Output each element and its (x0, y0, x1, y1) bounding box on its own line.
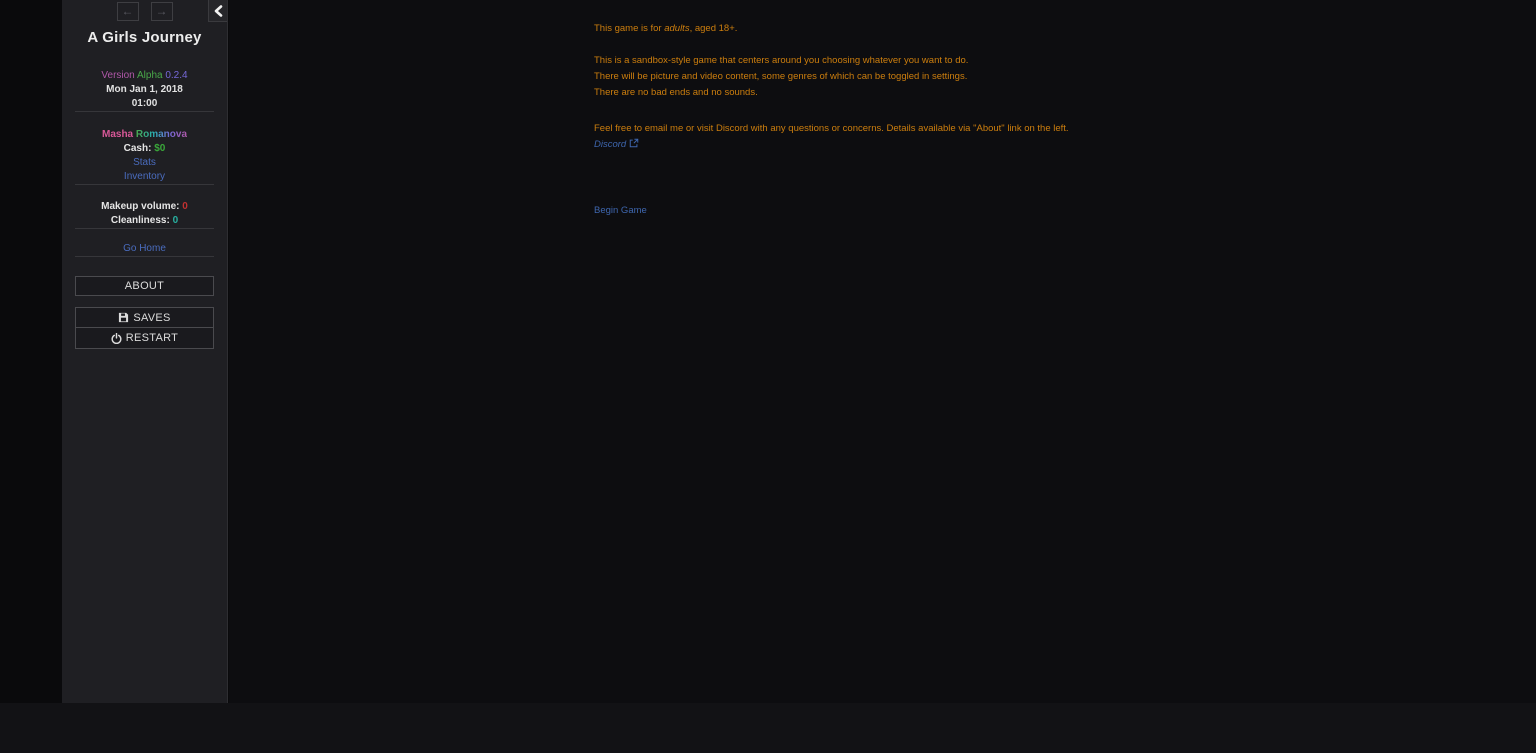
restart-button[interactable] (76, 328, 213, 348)
version-label: Version (101, 70, 135, 81)
intro-suffix: , aged 18+. (689, 23, 738, 34)
about-button[interactable] (75, 276, 214, 296)
saves-button-label: SAVES (133, 311, 171, 324)
begin-game-link[interactable]: Begin Game (594, 205, 647, 216)
makeup-meter (75, 200, 214, 214)
cleanliness-label: Cleanliness: (110, 215, 170, 226)
divider (75, 228, 214, 229)
saves-button[interactable] (76, 308, 213, 328)
inventory-link[interactable]: Inventory (123, 171, 166, 182)
intro-emphasis: adults (664, 23, 690, 34)
history-forward-button[interactable] (151, 2, 173, 21)
power-icon (111, 333, 122, 344)
game-date: Mon Jan 1, 2018 (106, 84, 183, 95)
divider (75, 111, 214, 112)
contact-line: Feel free to email me or visit Discord with any questions or concerns. Details available via "About" link on the left. (594, 123, 1069, 134)
description-line: There are no bad ends and no sounds. (594, 87, 758, 98)
begin-game-paragraph (594, 203, 1294, 219)
version-line (75, 69, 214, 83)
divider (75, 184, 214, 185)
discord-link[interactable] (594, 137, 639, 153)
cash-line (75, 142, 214, 156)
makeup-label: Makeup volume: (101, 201, 180, 212)
discord-link-label: Discord (594, 139, 627, 150)
sidebar-collapse-button[interactable] (208, 0, 227, 22)
description-line: There will be picture and video content, some genres of which can be toggled in settings. (594, 71, 968, 82)
floppy-disk-icon (118, 312, 129, 323)
intro-prefix: This game is for (594, 23, 665, 34)
game-title: A Girls Journey (87, 29, 202, 46)
history-back-button[interactable] (117, 2, 139, 21)
saves-restart-group (75, 307, 214, 349)
restart-button-label: RESTART (125, 332, 179, 344)
go-home-link[interactable]: Go Home (123, 243, 166, 254)
version-number: 0.2.4 (165, 70, 188, 81)
makeup-value: 0 (182, 201, 188, 212)
chevron-left-icon (213, 5, 223, 17)
story-passage (594, 21, 1294, 219)
sidebar (62, 0, 228, 703)
intro-line (594, 21, 1294, 37)
history-nav (62, 0, 227, 22)
forward-arrow-icon: → (155, 4, 168, 18)
version-channel: Alpha (136, 70, 163, 81)
cleanliness-value: 0 (172, 215, 179, 226)
cash-value: $0 (154, 143, 166, 154)
description-line: This is a sandbox-style game that centers around you choosing whatever you want to do. (594, 55, 969, 66)
stats-link[interactable]: Stats (133, 157, 156, 168)
page-bottom-strip (0, 703, 1536, 753)
back-arrow-icon: ← (121, 4, 134, 18)
divider (75, 256, 214, 257)
contact-paragraph (594, 121, 1294, 153)
character-name (75, 128, 214, 142)
cash-label: Cash: (123, 143, 152, 154)
about-button-label: ABOUT (124, 280, 165, 292)
character-last-name: Romanova (135, 129, 188, 140)
game-time: 01:00 (131, 98, 158, 109)
cleanliness-meter (75, 214, 214, 228)
external-link-icon (629, 138, 639, 148)
character-first-name: Masha (101, 129, 134, 140)
description-paragraph (594, 53, 1294, 101)
